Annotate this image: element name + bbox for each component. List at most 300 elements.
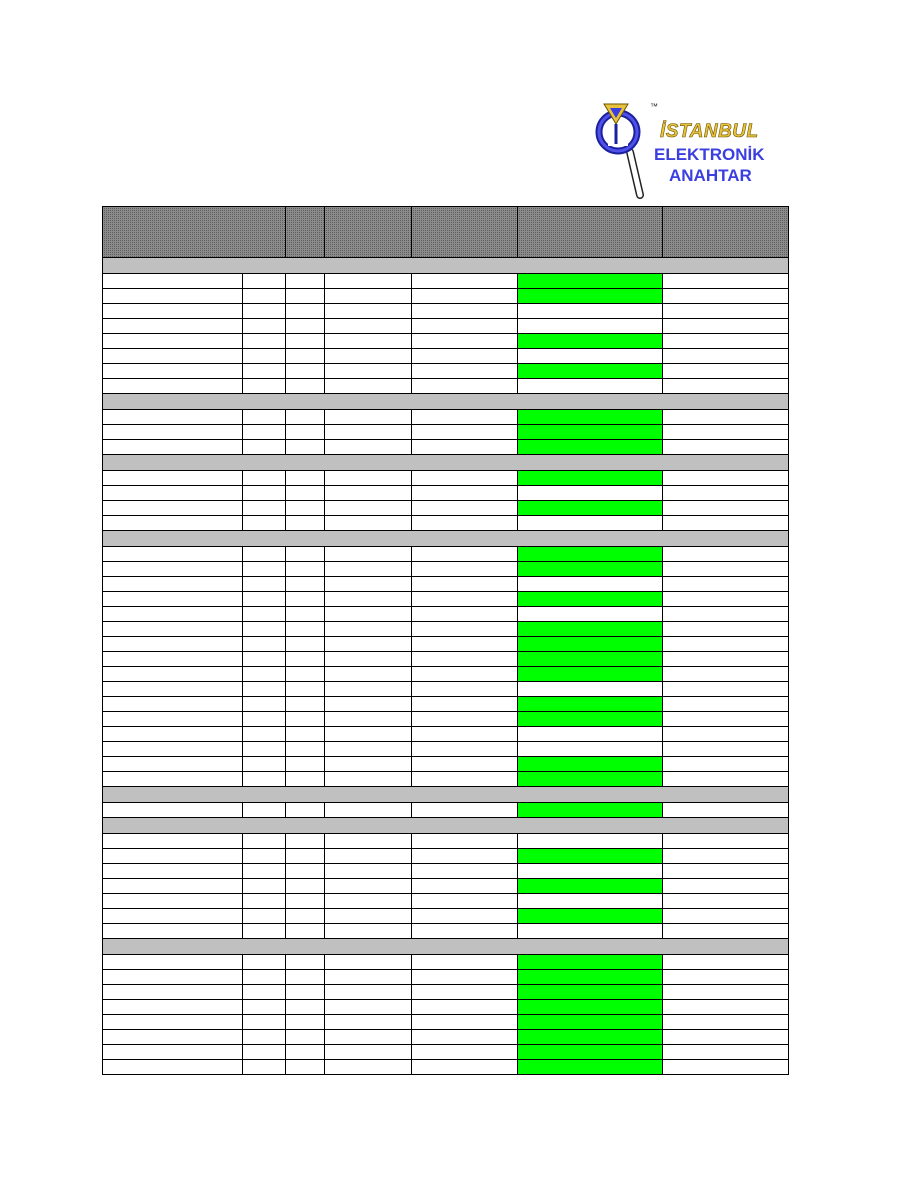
table-cell — [325, 440, 412, 455]
table-cell — [325, 803, 412, 818]
status-cell-empty — [518, 727, 663, 742]
status-cell-green — [518, 334, 663, 349]
table-cell — [325, 697, 412, 712]
table-cell — [325, 471, 412, 486]
table-cell — [663, 440, 789, 455]
status-cell-green — [518, 667, 663, 682]
table-cell — [412, 667, 518, 682]
table-cell — [325, 425, 412, 440]
table-cell — [103, 834, 243, 849]
table-cell — [103, 772, 243, 787]
trademark-mark: ™ — [650, 102, 658, 111]
header-cell-3 — [325, 207, 412, 258]
table-row — [103, 864, 789, 879]
table-cell — [243, 727, 286, 742]
status-cell-green — [518, 652, 663, 667]
table-cell — [286, 772, 325, 787]
table-row — [103, 772, 789, 787]
logo-text-anahtar: ANAHTAR — [669, 166, 752, 185]
table-cell — [663, 547, 789, 562]
table-cell — [286, 607, 325, 622]
table-cell — [243, 274, 286, 289]
table-row — [103, 727, 789, 742]
table-cell — [286, 924, 325, 939]
status-cell-green — [518, 274, 663, 289]
table-cell — [663, 652, 789, 667]
status-cell-green — [518, 697, 663, 712]
table-cell — [325, 592, 412, 607]
table-cell — [286, 289, 325, 304]
table-cell — [103, 652, 243, 667]
status-cell-empty — [518, 607, 663, 622]
table-cell — [325, 970, 412, 985]
table-cell — [663, 757, 789, 772]
status-cell-green — [518, 757, 663, 772]
table-cell — [325, 637, 412, 652]
table-cell — [663, 849, 789, 864]
table-cell — [325, 410, 412, 425]
table-row — [103, 622, 789, 637]
table-cell — [243, 486, 286, 501]
table-cell — [412, 652, 518, 667]
table-row — [103, 471, 789, 486]
table-cell — [286, 1000, 325, 1015]
status-cell-green — [518, 364, 663, 379]
status-cell-empty — [518, 682, 663, 697]
table-row — [103, 562, 789, 577]
table-cell — [243, 319, 286, 334]
logo-text-elektronik: ELEKTRONİK — [654, 145, 765, 164]
table-cell — [286, 894, 325, 909]
status-cell-green — [518, 1060, 663, 1075]
status-cell-green — [518, 440, 663, 455]
table-cell — [663, 1030, 789, 1045]
section-header-row — [103, 394, 789, 410]
table-cell — [286, 425, 325, 440]
table-cell — [286, 955, 325, 970]
table-cell — [325, 516, 412, 531]
table-cell — [286, 410, 325, 425]
table-cell — [286, 304, 325, 319]
table-cell — [412, 924, 518, 939]
table-cell — [243, 577, 286, 592]
table-cell — [103, 486, 243, 501]
table-cell — [286, 274, 325, 289]
table-cell — [243, 1015, 286, 1030]
table-cell — [243, 757, 286, 772]
table-cell — [243, 803, 286, 818]
table-cell — [103, 562, 243, 577]
table-cell — [412, 440, 518, 455]
table-cell — [663, 772, 789, 787]
table-cell — [103, 349, 243, 364]
table-cell — [103, 667, 243, 682]
table-cell — [663, 562, 789, 577]
table-cell — [412, 274, 518, 289]
table-cell — [243, 501, 286, 516]
table-cell — [663, 879, 789, 894]
table-cell — [412, 864, 518, 879]
table-cell — [663, 727, 789, 742]
table-cell — [103, 970, 243, 985]
table-cell — [103, 637, 243, 652]
table-cell — [243, 425, 286, 440]
table-cell — [103, 289, 243, 304]
table-cell — [243, 924, 286, 939]
table-cell — [412, 1000, 518, 1015]
table-cell — [243, 879, 286, 894]
section-header-cell — [103, 531, 789, 547]
table-cell — [243, 471, 286, 486]
table-cell — [243, 985, 286, 1000]
table-cell — [243, 697, 286, 712]
table-cell — [325, 274, 412, 289]
table-row — [103, 501, 789, 516]
table-row — [103, 1015, 789, 1030]
table-cell — [286, 742, 325, 757]
table-cell — [286, 622, 325, 637]
section-header-row — [103, 939, 789, 955]
table-cell — [286, 349, 325, 364]
header-cell-2 — [286, 207, 325, 258]
table-body — [103, 258, 789, 1075]
table-cell — [103, 909, 243, 924]
table-cell — [412, 803, 518, 818]
table-row — [103, 379, 789, 394]
table-cell — [412, 410, 518, 425]
table-row — [103, 486, 789, 501]
table-cell — [663, 486, 789, 501]
table-row — [103, 547, 789, 562]
table-cell — [286, 334, 325, 349]
table-cell — [663, 803, 789, 818]
table-cell — [243, 849, 286, 864]
table-cell — [325, 652, 412, 667]
table-cell — [243, 1030, 286, 1045]
table-cell — [243, 1000, 286, 1015]
table-cell — [325, 772, 412, 787]
table-row — [103, 803, 789, 818]
section-header-cell — [103, 818, 789, 834]
status-cell-green — [518, 637, 663, 652]
table-cell — [412, 562, 518, 577]
table-cell — [286, 985, 325, 1000]
table-cell — [412, 849, 518, 864]
table-cell — [663, 1060, 789, 1075]
table-cell — [243, 304, 286, 319]
table-cell — [286, 379, 325, 394]
table-cell — [663, 274, 789, 289]
table-cell — [286, 562, 325, 577]
table-cell — [243, 637, 286, 652]
logo-text-istanbul: İSTANBUL — [660, 121, 759, 142]
table-cell — [286, 1045, 325, 1060]
table-cell — [325, 334, 412, 349]
table-cell — [663, 1045, 789, 1060]
table-cell — [325, 712, 412, 727]
table-cell — [243, 516, 286, 531]
table-cell — [663, 501, 789, 516]
table-cell — [663, 970, 789, 985]
table-cell — [663, 425, 789, 440]
status-cell-green — [518, 879, 663, 894]
table-cell — [243, 970, 286, 985]
table-cell — [412, 682, 518, 697]
table-cell — [663, 955, 789, 970]
table-row — [103, 334, 789, 349]
table-row — [103, 1045, 789, 1060]
table-cell — [103, 894, 243, 909]
status-cell-empty — [518, 516, 663, 531]
table-cell — [286, 364, 325, 379]
table-cell — [243, 894, 286, 909]
table-cell — [286, 712, 325, 727]
status-cell-green — [518, 772, 663, 787]
table-cell — [325, 562, 412, 577]
table-cell — [286, 697, 325, 712]
table-row — [103, 667, 789, 682]
table-cell — [243, 364, 286, 379]
table-row — [103, 592, 789, 607]
table-cell — [286, 879, 325, 894]
status-cell-empty — [518, 304, 663, 319]
table-cell — [325, 1030, 412, 1045]
table-cell — [103, 592, 243, 607]
table-cell — [663, 334, 789, 349]
table-cell — [663, 304, 789, 319]
status-cell-green — [518, 1045, 663, 1060]
header-cell-4 — [412, 207, 518, 258]
table-cell — [412, 486, 518, 501]
table-cell — [286, 516, 325, 531]
table-cell — [103, 304, 243, 319]
table-cell — [412, 637, 518, 652]
table-cell — [663, 894, 789, 909]
table-cell — [325, 349, 412, 364]
section-header-row — [103, 531, 789, 547]
table-cell — [412, 379, 518, 394]
table-cell — [663, 667, 789, 682]
table-cell — [412, 1045, 518, 1060]
section-header-cell — [103, 787, 789, 803]
section-header-row — [103, 258, 789, 274]
status-table — [102, 206, 789, 1075]
table-cell — [103, 985, 243, 1000]
table-cell — [663, 349, 789, 364]
table-cell — [325, 547, 412, 562]
table-row — [103, 955, 789, 970]
table-cell — [286, 1060, 325, 1075]
table-cell — [103, 955, 243, 970]
table-cell — [663, 712, 789, 727]
table-cell — [325, 364, 412, 379]
table-row — [103, 985, 789, 1000]
status-cell-empty — [518, 319, 663, 334]
table-cell — [412, 364, 518, 379]
table-cell — [325, 909, 412, 924]
table-row — [103, 712, 789, 727]
table-cell — [412, 334, 518, 349]
table-cell — [663, 1015, 789, 1030]
table-cell — [243, 562, 286, 577]
table-cell — [103, 757, 243, 772]
table-row — [103, 849, 789, 864]
section-header-cell — [103, 455, 789, 471]
table-cell — [325, 1000, 412, 1015]
section-header-row — [103, 455, 789, 471]
table-cell — [663, 864, 789, 879]
table-cell — [325, 622, 412, 637]
table-cell — [243, 909, 286, 924]
table-header-row — [103, 207, 789, 258]
table-cell — [103, 334, 243, 349]
table-cell — [103, 879, 243, 894]
table-cell — [286, 682, 325, 697]
table-cell — [663, 319, 789, 334]
table-cell — [103, 410, 243, 425]
table-cell — [663, 637, 789, 652]
table-cell — [243, 349, 286, 364]
table-cell — [103, 1060, 243, 1075]
status-cell-green — [518, 849, 663, 864]
table-cell — [103, 1000, 243, 1015]
table-cell — [243, 607, 286, 622]
table-cell — [103, 682, 243, 697]
table-row — [103, 1030, 789, 1045]
status-cell-green — [518, 955, 663, 970]
table-cell — [103, 849, 243, 864]
table-row — [103, 319, 789, 334]
table-cell — [412, 894, 518, 909]
table-row — [103, 274, 789, 289]
table-cell — [103, 924, 243, 939]
table-cell — [103, 727, 243, 742]
table-cell — [286, 1030, 325, 1045]
table-cell — [663, 289, 789, 304]
table-cell — [412, 1030, 518, 1045]
table-cell — [663, 682, 789, 697]
table-row — [103, 364, 789, 379]
status-cell-green — [518, 970, 663, 985]
table-cell — [663, 742, 789, 757]
table-cell — [412, 742, 518, 757]
table-row — [103, 697, 789, 712]
table-cell — [663, 909, 789, 924]
status-cell-green — [518, 909, 663, 924]
table-cell — [412, 727, 518, 742]
table-cell — [103, 501, 243, 516]
table-row — [103, 909, 789, 924]
table-cell — [286, 637, 325, 652]
table-cell — [243, 592, 286, 607]
table-cell — [286, 849, 325, 864]
table-cell — [325, 894, 412, 909]
table-cell — [663, 697, 789, 712]
section-header-cell — [103, 258, 789, 274]
table-cell — [325, 682, 412, 697]
table-cell — [325, 727, 412, 742]
table-cell — [243, 547, 286, 562]
table-cell — [243, 289, 286, 304]
status-cell-green — [518, 562, 663, 577]
table-cell — [286, 803, 325, 818]
table-cell — [325, 667, 412, 682]
table-cell — [412, 622, 518, 637]
table-cell — [243, 1045, 286, 1060]
table-row — [103, 304, 789, 319]
table-cell — [103, 440, 243, 455]
table-cell — [243, 1060, 286, 1075]
table-cell — [412, 471, 518, 486]
table-cell — [412, 970, 518, 985]
status-cell-green — [518, 501, 663, 516]
table-cell — [103, 274, 243, 289]
table-cell — [243, 712, 286, 727]
status-cell-green — [518, 592, 663, 607]
table-cell — [412, 349, 518, 364]
table-row — [103, 607, 789, 622]
table-cell — [412, 607, 518, 622]
table-cell — [325, 319, 412, 334]
status-cell-empty — [518, 894, 663, 909]
table-cell — [103, 1030, 243, 1045]
table-cell — [103, 697, 243, 712]
table-cell — [103, 712, 243, 727]
table-cell — [103, 742, 243, 757]
table-cell — [325, 607, 412, 622]
table-cell — [412, 909, 518, 924]
table-cell — [412, 772, 518, 787]
status-cell-green — [518, 425, 663, 440]
table-cell — [243, 440, 286, 455]
table-cell — [412, 547, 518, 562]
status-cell-green — [518, 1015, 663, 1030]
table-cell — [325, 577, 412, 592]
table-cell — [243, 410, 286, 425]
table-cell — [663, 924, 789, 939]
table-cell — [412, 304, 518, 319]
section-header-row — [103, 787, 789, 803]
table-cell — [412, 834, 518, 849]
table-row — [103, 834, 789, 849]
table-cell — [325, 1015, 412, 1030]
table-row — [103, 924, 789, 939]
table-cell — [412, 425, 518, 440]
table-row — [103, 349, 789, 364]
table-cell — [412, 757, 518, 772]
status-cell-green — [518, 471, 663, 486]
table-cell — [412, 501, 518, 516]
table-row — [103, 577, 789, 592]
table-row — [103, 637, 789, 652]
table-cell — [663, 1000, 789, 1015]
table-cell — [325, 1060, 412, 1075]
table-cell — [286, 727, 325, 742]
table-cell — [325, 486, 412, 501]
table-row — [103, 516, 789, 531]
table-cell — [325, 289, 412, 304]
table-cell — [325, 304, 412, 319]
status-cell-green — [518, 803, 663, 818]
table-cell — [286, 834, 325, 849]
table-row — [103, 879, 789, 894]
status-cell-empty — [518, 379, 663, 394]
table-cell — [663, 379, 789, 394]
table-cell — [286, 1015, 325, 1030]
table-cell — [325, 955, 412, 970]
table-cell — [663, 471, 789, 486]
table-cell — [243, 682, 286, 697]
